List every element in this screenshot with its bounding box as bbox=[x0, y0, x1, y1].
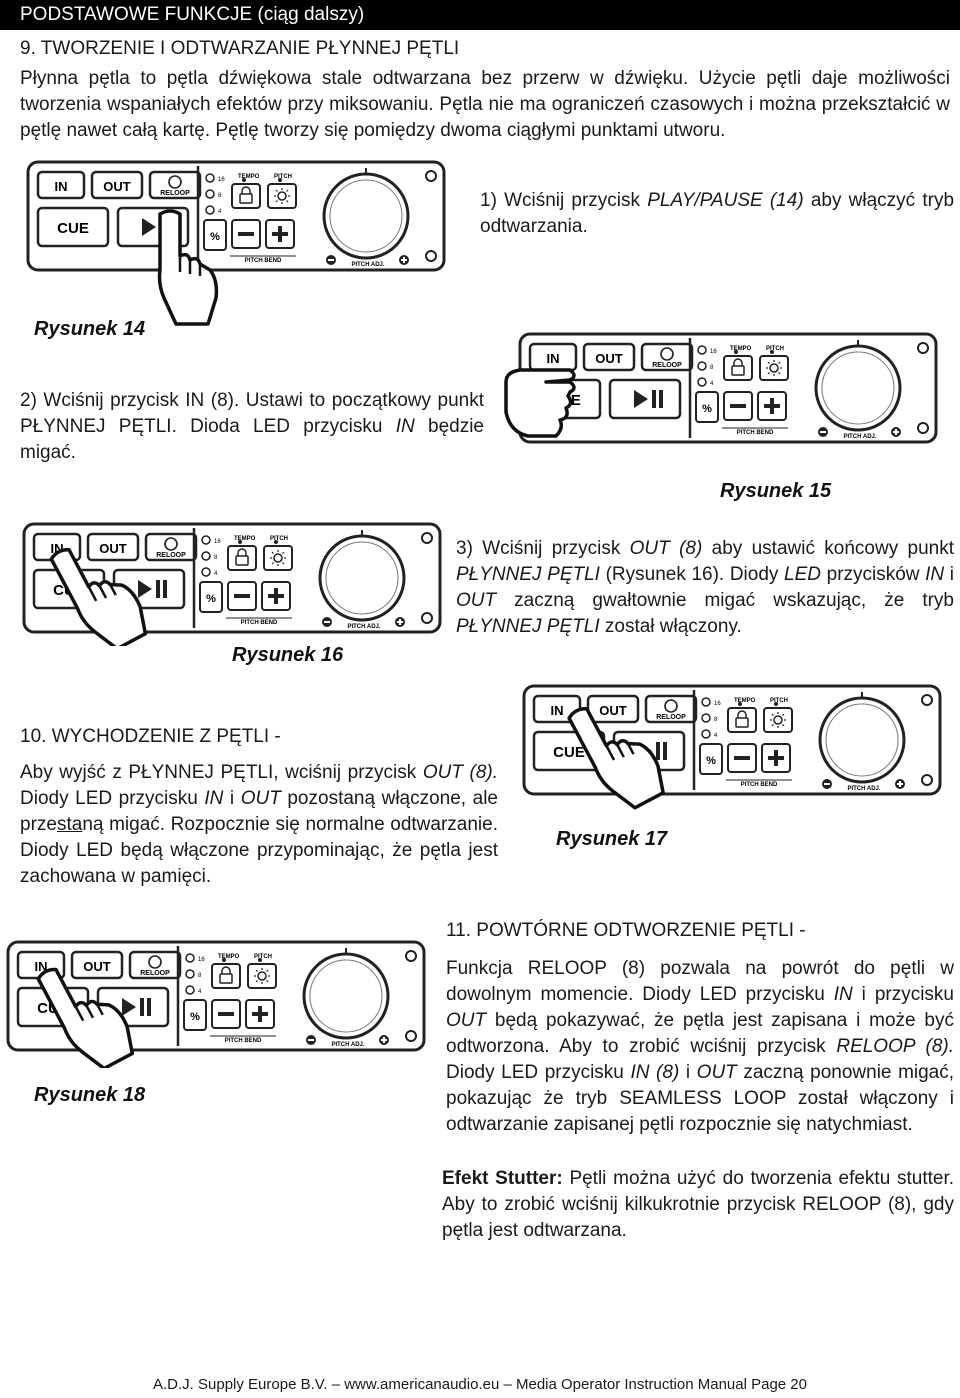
section-9-heading: 9. TWORZENIE I ODTWARZANIE PŁYNNEJ PĘTLI bbox=[20, 38, 460, 59]
step-3-text: 3) Wciśnij przycisk OUT (8) aby ustawić końcowy punkt PŁYNNEJ PĘTLI (Rysunek 16). Diody LED przycisków IN i OUT zaczną gwałtownie migać wskazując, że tryb PŁYNNEJ PĘTLI został włączony. bbox=[456, 538, 955, 637]
section-9-intro: Płynna pętla to pętla dźwiękowa stale odtwarzana bez przerw w dźwięku. Użycie pętli daje możliwości tworzenia wspaniałych efektów przy miksowaniu. Pętla nie ma ograniczeń czasowych i można przekształcić w pętlę nawet całą kartę. Pętlę tworzy się pomiędzy dwoma ciągłymi punktami utworu. bbox=[20, 68, 950, 141]
figure-16 bbox=[18, 520, 444, 646]
figure-18 bbox=[4, 938, 434, 1068]
caption-fig-18: Rysunek 18 bbox=[34, 1084, 146, 1106]
caption-fig-15: Rysunek 15 bbox=[720, 480, 832, 502]
figure-15 bbox=[500, 330, 940, 460]
caption-fig-16: Rysunek 16 bbox=[232, 644, 344, 666]
caption-fig-17: Rysunek 17 bbox=[556, 828, 668, 850]
section-10-text: Aby wyjść z PŁYNNEJ PĘTLI, wciśnij przycisk OUT (8). Diody LED przycisku IN i OUT pozostaną włączone, ale przestaną migać. Rozpocznie się normalne odtwarzanie. Diody LED będą włączone przypominając, że pętla jest zachowana w pamięci. bbox=[20, 762, 498, 887]
figure-14 bbox=[26, 160, 458, 330]
step-1-text: 1) Wciśnij przycisk PLAY/PAUSE (14) aby włączyć tryb odtwarzania. bbox=[480, 190, 955, 237]
page-header: PODSTAWOWE FUNKCJE (ciąg dalszy) bbox=[0, 0, 960, 30]
section-11-heading: 11. POWTÓRNE ODTWORZENIE PĘTLI - bbox=[446, 920, 806, 941]
section-10-heading: 10. WYCHODZENIE Z PĘTLI - bbox=[20, 726, 281, 747]
section-11-text: Funkcja RELOOP (8) pozwala na powrót do pętli w dowolnym momencie. Diody LED przycisku IN i przycisku OUT będą pokazywać, że pętla jest zapisana i może być odtworzona. Aby to zrobić wciśnij przycisk RELOOP (8). Diody LED przycisku IN (8) i OUT zaczną ponownie migać, pokazując że tryb SEAMLESS LOOP został włączony i odtwarzanie zapisanej pętli rozpocznie się natychmiast. bbox=[446, 958, 955, 1135]
stutter-text: Efekt Stutter: Pętli można użyć do tworzenia efektu stutter. Aby to zrobić wciśnij kilkukrotnie przycisk RELOOP (8), gdy pętla jest odtwarzana. bbox=[442, 1168, 954, 1241]
figure-17 bbox=[518, 680, 948, 810]
caption-fig-14: Rysunek 14 bbox=[34, 318, 146, 340]
page-footer: A.D.J. Supply Europe B.V. – www.americanaudio.eu – Media Operator Instruction Manual Page 20 bbox=[153, 1376, 807, 1393]
step-2-text: 2) Wciśnij przycisk IN (8). Ustawi to początkowy punkt PŁYNNEJ PĘTLI. Dioda LED przycisku IN będzie migać. bbox=[20, 390, 484, 463]
